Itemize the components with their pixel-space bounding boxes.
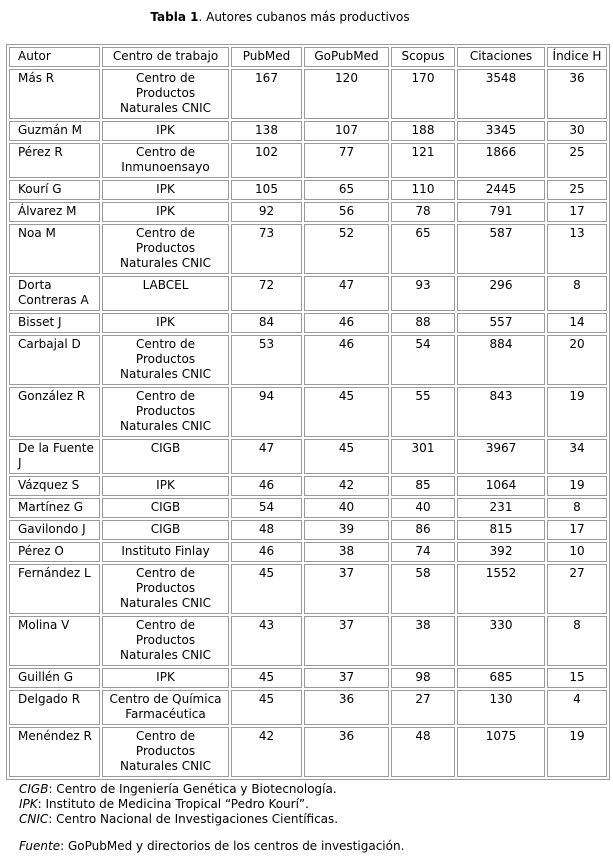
table-cell: 8 [547,498,607,518]
table-cell: Gavilondo J [9,520,100,540]
table-cell: Centro de Inmunoensayo [102,143,229,178]
table-cell: 167 [231,69,302,119]
abbreviation-cigb: CIGB: Centro de Ingeniería Genética y Biotecnología. [19,782,337,796]
table-row [9,690,607,725]
table-cell: 65 [391,224,455,274]
table-cell: 8 [547,616,607,666]
table-cell: 37 [304,616,389,666]
column-header: Centro de trabajo [102,47,229,67]
table-cell: 46 [304,335,389,385]
table-cell: IPK [102,121,229,141]
table-cell: 8 [547,276,607,311]
table-cell: 46 [304,313,389,333]
table-row [9,143,607,178]
table-cell: 92 [231,202,302,222]
table-cell: CIGB [102,439,229,474]
table-cell: De la Fuente J [9,439,100,474]
table-cell: Centro de Productos Naturales CNIC [102,335,229,385]
table-cell: 88 [391,313,455,333]
table-row [9,668,607,688]
table-cell: 3548 [457,69,545,119]
table-cell: 42 [231,727,302,777]
table-cell: Centro de Química Farmacéutica [102,690,229,725]
table-cell: 557 [457,313,545,333]
table-cell: 27 [547,564,607,614]
table-cell: 130 [457,690,545,725]
table-cell: 36 [547,69,607,119]
table-row [9,121,607,141]
table-cell: 231 [457,498,545,518]
table-cell: 330 [457,616,545,666]
column-header: Autor [9,47,100,67]
table-cell: 843 [457,387,545,437]
table-cell: 1064 [457,476,545,496]
table-cell: CIGB [102,520,229,540]
table-cell: 72 [231,276,302,311]
table-cell: 138 [231,121,302,141]
table-cell: 48 [231,520,302,540]
table-cell: Guzmán M [9,121,100,141]
table-cell: 38 [304,542,389,562]
table-cell: Fernández L [9,564,100,614]
table-row [9,387,607,437]
table-cell: 25 [547,180,607,200]
table-cell: 93 [391,276,455,311]
table-cell: 19 [547,387,607,437]
source-note: Fuente: GoPubMed y directorios de los centros de investigación. [19,839,405,853]
table-row [9,727,607,777]
table-cell: 296 [457,276,545,311]
table-cell: 392 [457,542,545,562]
table-cell: 65 [304,180,389,200]
table-row [9,498,607,518]
table-cell: 36 [304,727,389,777]
table-cell: 45 [231,564,302,614]
table-row [9,439,607,474]
table-cell: Pérez R [9,143,100,178]
column-header: Índice H [547,47,607,67]
column-header: Citaciones [457,47,545,67]
table-row [9,69,607,119]
table-cell: 86 [391,520,455,540]
table-cell: 14 [547,313,607,333]
table-row [9,276,607,311]
table-cell: Menéndez R [9,727,100,777]
table-caption [0,10,560,24]
table-cell: 54 [391,335,455,385]
table-cell: 1552 [457,564,545,614]
table-cell: LABCEL [102,276,229,311]
table-cell: 45 [231,668,302,688]
table-cell: Vázquez S [9,476,100,496]
table-cell: 301 [391,439,455,474]
table-cell: 19 [547,476,607,496]
table-cell: 587 [457,224,545,274]
table-cell: 19 [547,727,607,777]
table-cell: Centro de Productos Naturales CNIC [102,616,229,666]
table-cell: 37 [304,564,389,614]
table-cell: Centro de Productos Naturales CNIC [102,727,229,777]
table-cell: Delgado R [9,690,100,725]
table-cell: 55 [391,387,455,437]
table-row [9,520,607,540]
table-cell: 188 [391,121,455,141]
table-row [9,616,607,666]
table-cell: 53 [231,335,302,385]
table-cell: 46 [231,542,302,562]
table-notes [19,782,599,854]
table-cell: 10 [547,542,607,562]
table-cell: 3345 [457,121,545,141]
table-body [9,69,607,777]
table-cell: Carbajal D [9,335,100,385]
authors-table [6,44,610,780]
table-cell: Centro de Productos Naturales CNIC [102,69,229,119]
table-cell: IPK [102,180,229,200]
column-header: Scopus [391,47,455,67]
table-cell: 4 [547,690,607,725]
table-row [9,224,607,274]
table-cell: Bisset J [9,313,100,333]
table-cell: 25 [547,143,607,178]
table-cell: 48 [391,727,455,777]
table-header-row [9,47,607,67]
table-cell: 43 [231,616,302,666]
abbreviation-ipk: IPK: Instituto de Medicina Tropical “Pedro Kourí”. [19,797,309,811]
table-cell: 58 [391,564,455,614]
table-cell: IPK [102,476,229,496]
table-cell: Álvarez M [9,202,100,222]
table-cell: 13 [547,224,607,274]
table-cell: 34 [547,439,607,474]
column-header: PubMed [231,47,302,67]
table-cell: Centro de Productos Naturales CNIC [102,564,229,614]
table-cell: 52 [304,224,389,274]
table-cell: 84 [231,313,302,333]
table-cell: Kourí G [9,180,100,200]
table-cell: 110 [391,180,455,200]
table-cell: 3967 [457,439,545,474]
table-cell: IPK [102,668,229,688]
table-cell: 42 [304,476,389,496]
table-cell: 107 [304,121,389,141]
table-cell: 27 [391,690,455,725]
table-row [9,335,607,385]
table-cell: 815 [457,520,545,540]
table-cell: Martínez G [9,498,100,518]
table-cell: 1866 [457,143,545,178]
table-cell: Centro de Productos Naturales CNIC [102,387,229,437]
table-cell: Centro de Productos Naturales CNIC [102,224,229,274]
table-cell: 121 [391,143,455,178]
table-cell: Guillén G [9,668,100,688]
table-cell: 685 [457,668,545,688]
table-cell: 170 [391,69,455,119]
table-cell: 74 [391,542,455,562]
table-cell: 77 [304,143,389,178]
table-cell: 17 [547,520,607,540]
table-cell: 36 [304,690,389,725]
abbreviation-cnic: CNIC: Centro Nacional de Investigaciones Científicas. [19,812,339,826]
table-cell: 791 [457,202,545,222]
table-cell: Noa M [9,224,100,274]
table-caption-label: Tabla 1 [150,10,199,24]
table-row [9,542,607,562]
table-row [9,313,607,333]
table-cell: 39 [304,520,389,540]
table-cell: 120 [304,69,389,119]
table-cell: 85 [391,476,455,496]
table-cell: Pérez O [9,542,100,562]
table-row [9,180,607,200]
table-cell: 105 [231,180,302,200]
table-row [9,564,607,614]
table-cell: 45 [304,439,389,474]
table-cell: 38 [391,616,455,666]
table-cell: 2445 [457,180,545,200]
table-cell: 30 [547,121,607,141]
table-cell: CIGB [102,498,229,518]
table-cell: 73 [231,224,302,274]
table-cell: 47 [231,439,302,474]
table-cell: 15 [547,668,607,688]
table-cell: 102 [231,143,302,178]
table-cell: Más R [9,69,100,119]
table-row [9,202,607,222]
table-cell: 37 [304,668,389,688]
table-cell: González R [9,387,100,437]
table-cell: IPK [102,202,229,222]
table-cell: 884 [457,335,545,385]
table-cell: 54 [231,498,302,518]
table-cell: 40 [304,498,389,518]
table-caption-text: . Autores cubanos más productivos [198,10,410,24]
table-cell: 46 [231,476,302,496]
table-cell: Molina V [9,616,100,666]
table-cell: 78 [391,202,455,222]
table-cell: 94 [231,387,302,437]
table-cell: 45 [304,387,389,437]
table-cell: Dorta Contreras A [9,276,100,311]
table-cell: 56 [304,202,389,222]
column-header: GoPubMed [304,47,389,67]
table-cell: 98 [391,668,455,688]
table-cell: 45 [231,690,302,725]
table-cell: Instituto Finlay [102,542,229,562]
table-cell: 40 [391,498,455,518]
table-cell: 17 [547,202,607,222]
table-row [9,476,607,496]
table-cell: 47 [304,276,389,311]
table-cell: 1075 [457,727,545,777]
table-cell: 20 [547,335,607,385]
table-cell: IPK [102,313,229,333]
